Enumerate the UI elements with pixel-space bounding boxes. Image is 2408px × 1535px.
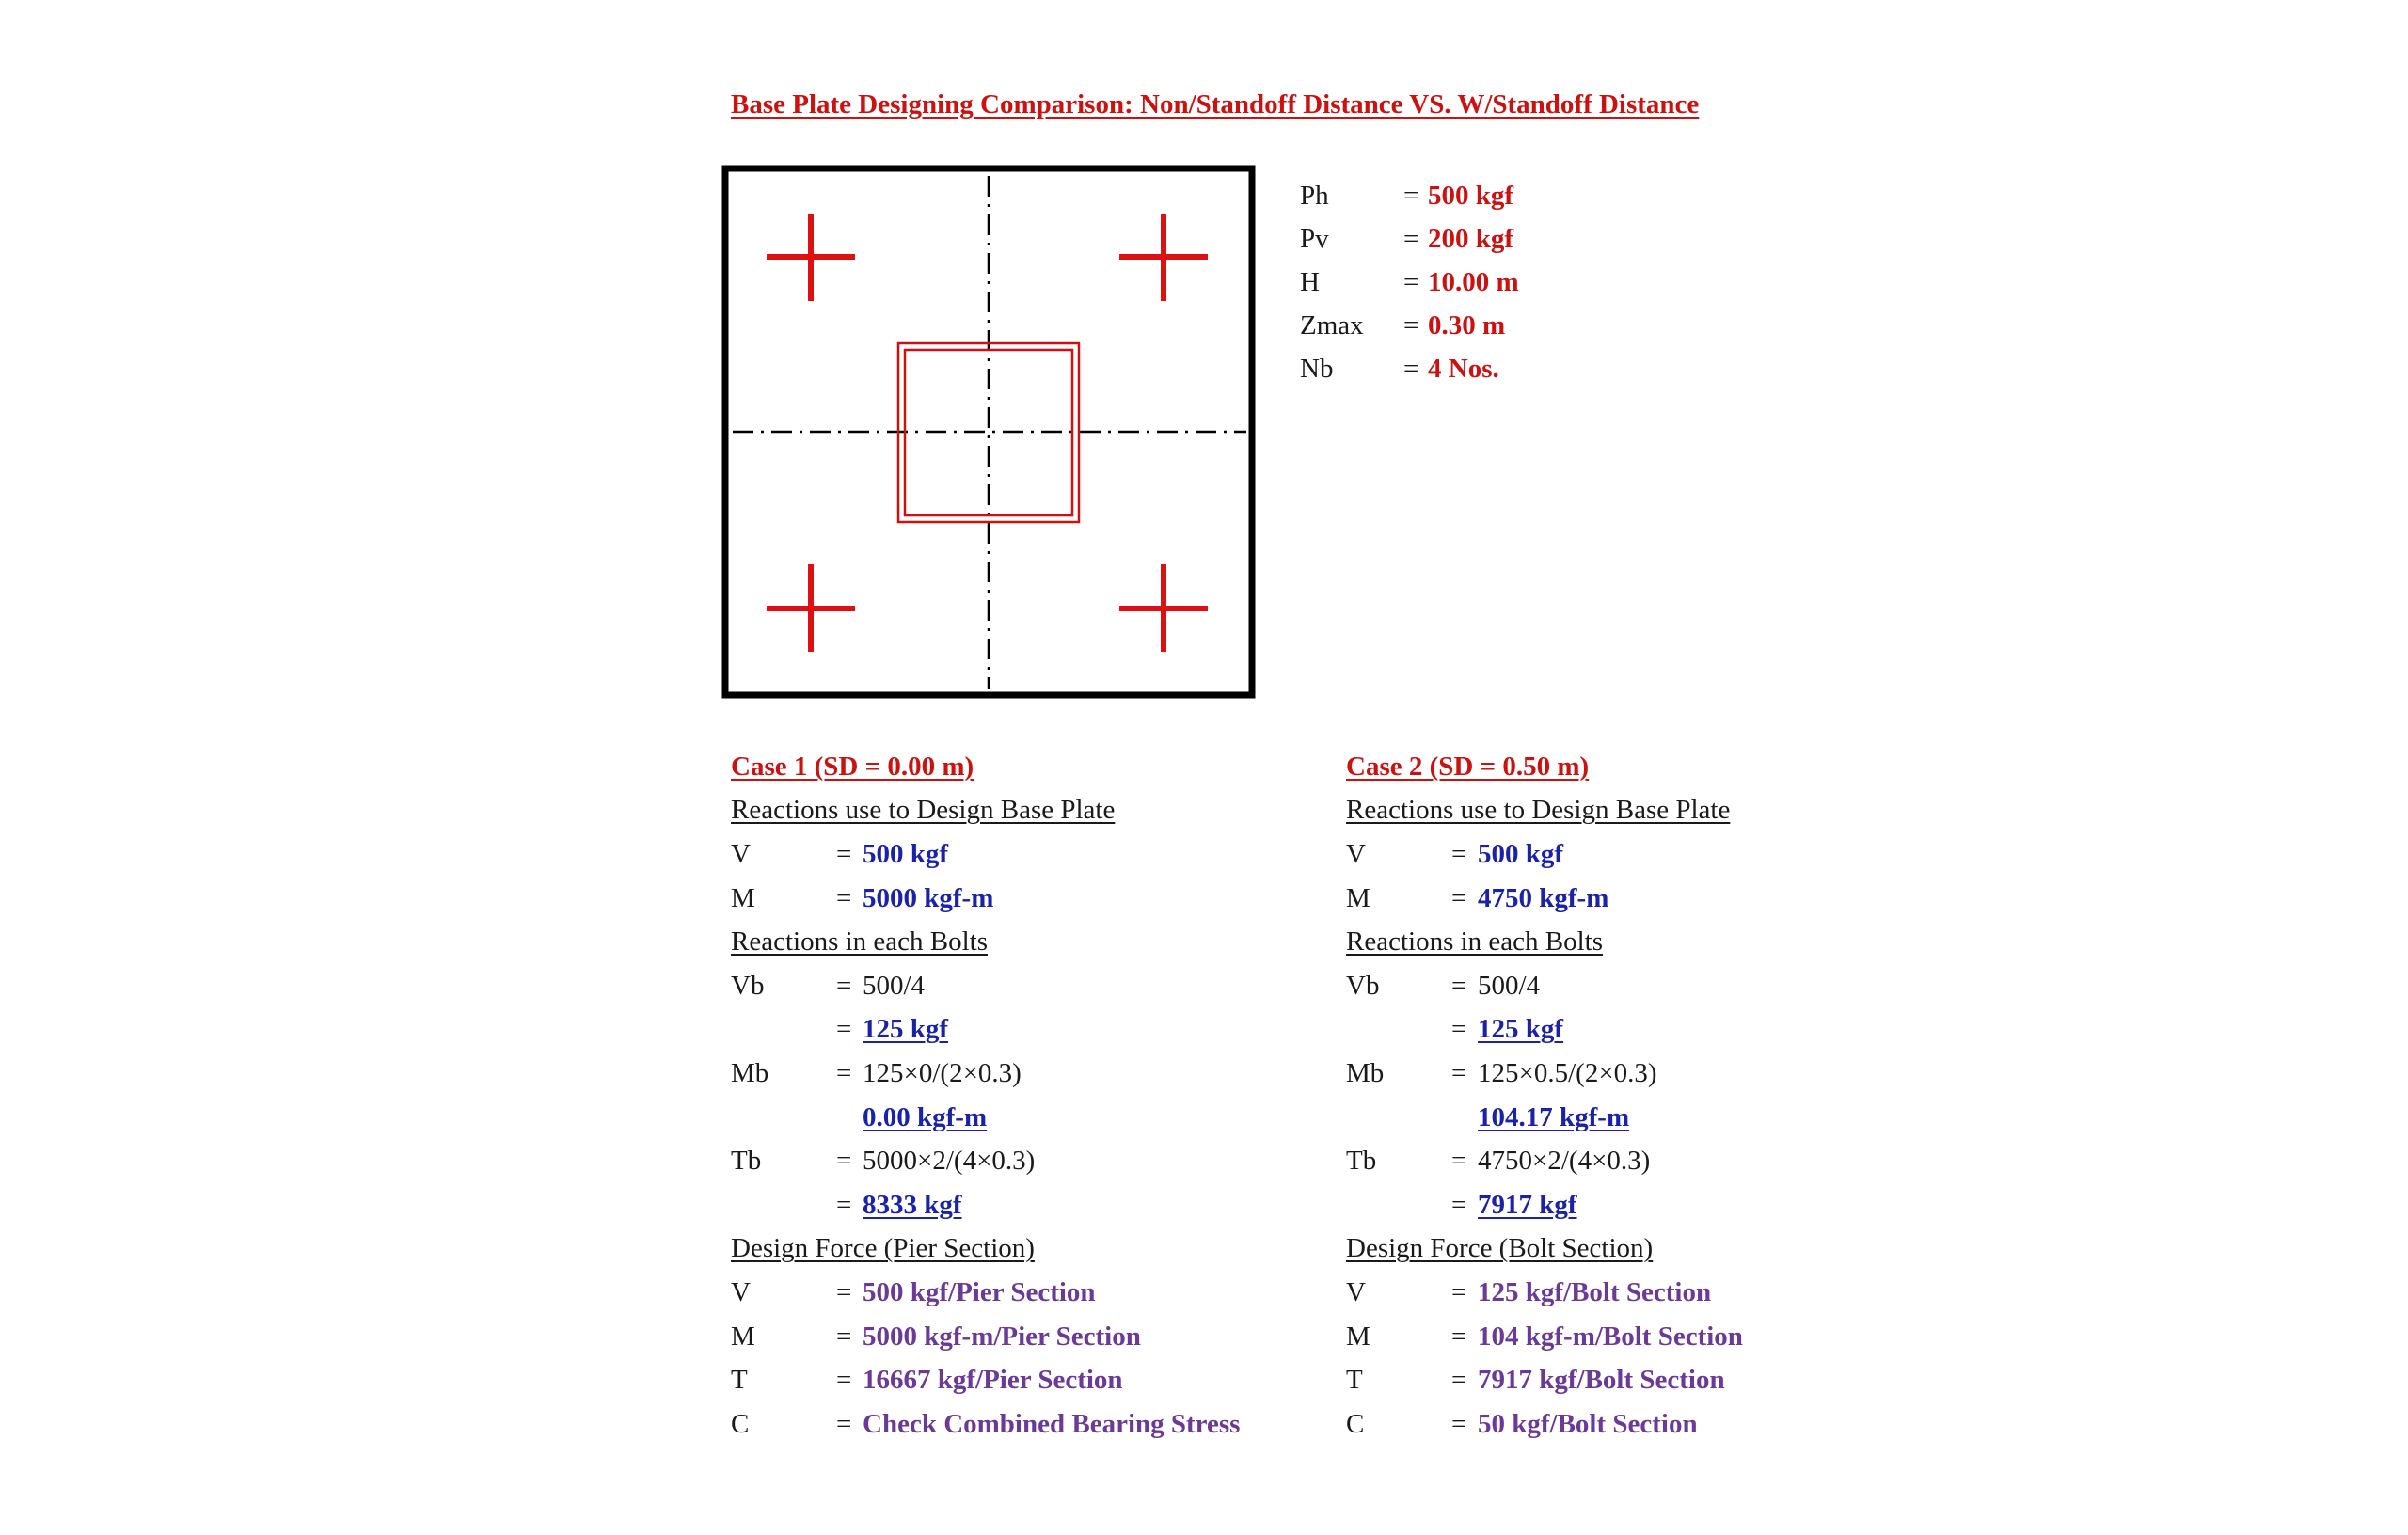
- row-result: 125 kgf: [1478, 1014, 1564, 1045]
- row-value: 5000 kgf-m/Pier Section: [863, 1321, 1141, 1352]
- reaction-m-row: [1346, 877, 1743, 921]
- case-1-section: [731, 745, 1240, 1447]
- row-label: Mb: [731, 1057, 769, 1088]
- row-result: 0.00 kgf-m: [863, 1101, 988, 1132]
- tb-result-row: [1346, 1183, 1743, 1227]
- row-label: C: [731, 1408, 750, 1439]
- parameter-list: [1300, 174, 1519, 390]
- row-label: M: [1346, 882, 1370, 913]
- mb-formula-row: [1346, 1052, 1743, 1096]
- row-label: Vb: [1346, 970, 1380, 1001]
- mb-result-row: [731, 1096, 1240, 1140]
- row-label: V: [1346, 838, 1366, 869]
- row-value: 500 kgf/Pier Section: [863, 1276, 1096, 1307]
- row-result: 8333 kgf: [863, 1189, 962, 1220]
- param-label: Zmax: [1300, 309, 1364, 340]
- row-label: Mb: [1346, 1057, 1385, 1088]
- bolts-heading: Reactions in each Bolts: [731, 926, 989, 957]
- tb-formula-row: [1346, 1139, 1743, 1183]
- case-2-title: Case 2 (SD = 0.50 m): [1346, 751, 1590, 782]
- param-eq: =: [1403, 309, 1419, 340]
- row-value: 4750 kgf-m: [1478, 882, 1609, 913]
- row-label: T: [1346, 1365, 1363, 1396]
- case-1-title: Case 1 (SD = 0.00 m): [731, 751, 974, 782]
- row-label: V: [731, 1276, 751, 1307]
- row-label: V: [731, 838, 751, 869]
- row-formula: 500/4: [863, 970, 926, 1001]
- row-eq: =: [836, 1146, 852, 1177]
- bolt-cross-bottom-left: [767, 564, 855, 652]
- row-label: C: [1346, 1408, 1365, 1439]
- row-eq: =: [836, 1189, 852, 1220]
- row-value: 125 kgf/Bolt Section: [1478, 1276, 1712, 1307]
- row-value: 104 kgf-m/Bolt Section: [1478, 1321, 1743, 1352]
- tb-formula-row: [731, 1139, 1240, 1183]
- design-force-heading: Design Force (Bolt Section): [1346, 1233, 1654, 1264]
- param-row: [1300, 347, 1519, 390]
- row-eq: =: [836, 1365, 852, 1396]
- reactions-heading: Reactions use to Design Base Plate: [731, 795, 1116, 826]
- row-formula: 5000×2/(4×0.3): [863, 1146, 1036, 1177]
- page-title: Base Plate Designing Comparison: Non/Standoff Distance VS. W/Standoff Distance: [731, 89, 1700, 119]
- row-eq: =: [1451, 882, 1467, 913]
- reactions-heading: Reactions use to Design Base Plate: [1346, 795, 1731, 826]
- row-value: 16667 kgf/Pier Section: [863, 1365, 1123, 1396]
- bolts-heading: Reactions in each Bolts: [1346, 926, 1604, 957]
- row-formula: 125×0/(2×0.3): [863, 1057, 1022, 1088]
- row-eq: =: [1451, 1189, 1467, 1220]
- mb-formula-row: [731, 1052, 1240, 1096]
- vb-formula-row: [731, 964, 1240, 1008]
- row-label: Vb: [731, 970, 765, 1001]
- case-2-section: [1346, 745, 1743, 1447]
- reaction-v-row: [731, 832, 1240, 877]
- row-value: 500 kgf: [1478, 838, 1564, 869]
- vb-formula-row: [1346, 964, 1743, 1008]
- row-eq: =: [1451, 970, 1467, 1001]
- bolt-cross-top-left: [767, 214, 855, 301]
- row-eq: =: [1451, 1365, 1467, 1396]
- row-eq: =: [836, 1014, 852, 1045]
- design-t-row: [731, 1358, 1240, 1402]
- row-eq: =: [836, 1276, 852, 1307]
- row-eq: =: [836, 970, 852, 1001]
- row-formula: 125×0.5/(2×0.3): [1478, 1057, 1657, 1088]
- design-v-row: [731, 1271, 1240, 1315]
- param-value: 500 kgf: [1428, 180, 1514, 211]
- row-label: M: [731, 882, 755, 913]
- param-value: 10.00 m: [1428, 266, 1519, 297]
- design-m-row: [1346, 1315, 1743, 1359]
- base-plate-diagram: [721, 165, 1258, 701]
- row-eq: =: [1451, 1408, 1467, 1439]
- row-value: Check Combined Bearing Stress: [863, 1408, 1241, 1439]
- row-value: 5000 kgf-m: [863, 882, 994, 913]
- row-eq: =: [1451, 1057, 1467, 1088]
- mb-result-row: [1346, 1096, 1743, 1140]
- row-label: Tb: [731, 1146, 762, 1177]
- row-eq: =: [1451, 1014, 1467, 1045]
- row-eq: =: [836, 882, 852, 913]
- param-label: Ph: [1300, 180, 1329, 211]
- param-value: 0.30 m: [1428, 309, 1506, 340]
- row-eq: =: [836, 1408, 852, 1439]
- row-eq: =: [1451, 1321, 1467, 1352]
- row-eq: =: [1451, 838, 1467, 869]
- vb-result-row: [731, 1008, 1240, 1052]
- param-row: [1300, 304, 1519, 347]
- row-eq: =: [1451, 1146, 1467, 1177]
- row-formula: 500/4: [1478, 970, 1541, 1001]
- param-eq: =: [1403, 180, 1419, 211]
- row-label: M: [731, 1321, 755, 1352]
- row-value: 50 kgf/Bolt Section: [1478, 1408, 1698, 1439]
- row-value: 7917 kgf/Bolt Section: [1478, 1365, 1725, 1396]
- design-force-heading: Design Force (Pier Section): [731, 1233, 1035, 1264]
- row-value: 500 kgf: [863, 838, 949, 869]
- row-eq: =: [836, 1321, 852, 1352]
- param-row: [1300, 261, 1519, 304]
- param-label: Nb: [1300, 353, 1334, 384]
- param-value: 4 Nos.: [1428, 353, 1499, 384]
- row-result: 104.17 kgf-m: [1478, 1101, 1630, 1132]
- tb-result-row: [731, 1183, 1240, 1227]
- row-eq: =: [1451, 1276, 1467, 1307]
- row-eq: =: [836, 1057, 852, 1088]
- design-c-row: [1346, 1402, 1743, 1447]
- param-label: H: [1300, 266, 1320, 297]
- bolt-cross-top-right: [1119, 214, 1208, 301]
- bolt-cross-bottom-right: [1119, 564, 1208, 652]
- row-label: T: [731, 1365, 748, 1396]
- param-row: [1300, 174, 1519, 217]
- row-label: M: [1346, 1321, 1370, 1352]
- design-t-row: [1346, 1358, 1743, 1402]
- design-c-row: [731, 1402, 1240, 1447]
- param-eq: =: [1403, 223, 1419, 254]
- param-value: 200 kgf: [1428, 223, 1514, 254]
- row-label: V: [1346, 1276, 1366, 1307]
- design-m-row: [731, 1315, 1240, 1359]
- row-eq: =: [836, 838, 852, 869]
- param-eq: =: [1403, 353, 1419, 384]
- param-label: Pv: [1300, 223, 1329, 254]
- reaction-v-row: [1346, 832, 1743, 877]
- param-eq: =: [1403, 266, 1419, 297]
- reaction-m-row: [731, 877, 1240, 921]
- design-v-row: [1346, 1271, 1743, 1315]
- row-formula: 4750×2/(4×0.3): [1478, 1146, 1651, 1177]
- row-result: 125 kgf: [863, 1014, 949, 1045]
- row-result: 7917 kgf: [1478, 1189, 1577, 1220]
- row-label: Tb: [1346, 1146, 1377, 1177]
- param-row: [1300, 217, 1519, 261]
- vb-result-row: [1346, 1008, 1743, 1052]
